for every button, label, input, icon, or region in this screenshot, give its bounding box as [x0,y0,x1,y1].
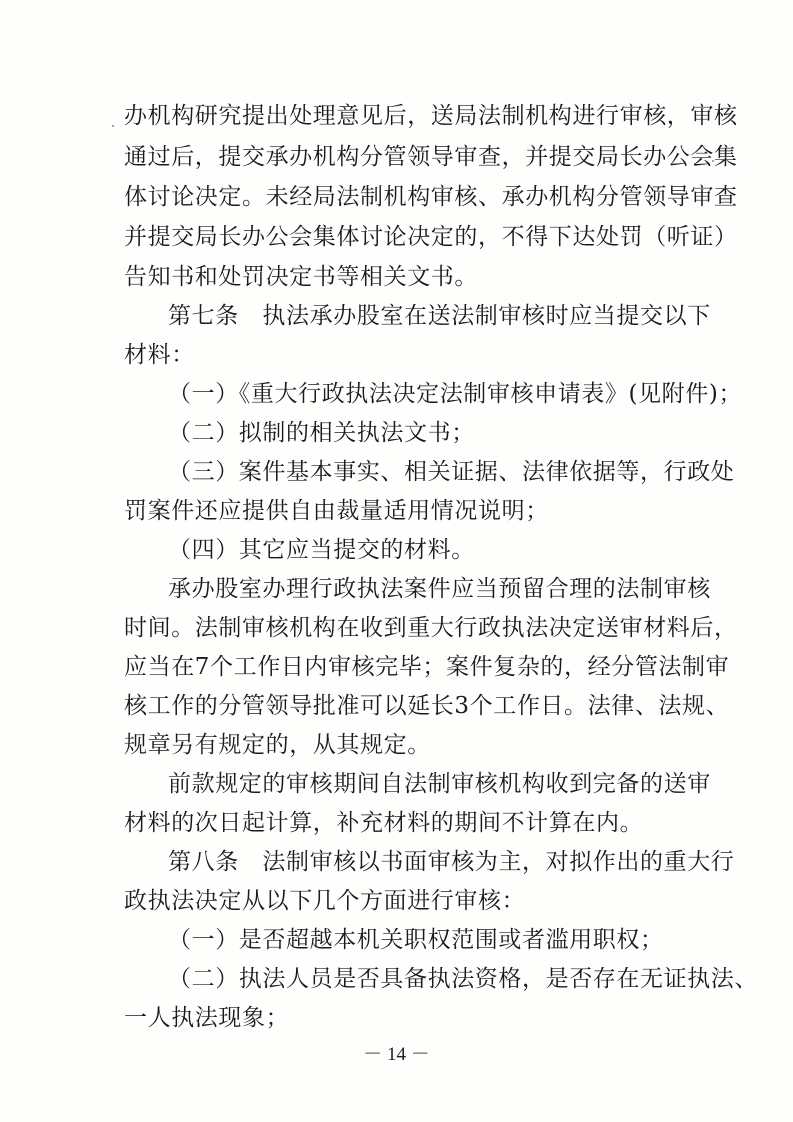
paragraph-line: 承办股室办理行政执法案件应当预留合理的法制审核 [168,576,711,602]
text-line: 告知书和处罚决定书等相关文书。 [124,264,478,290]
page-number: － 14 － [363,1044,430,1065]
text-line: 并提交局长办公会集体讨论决定的，不得下达处罚（听证） [124,224,738,250]
list-item: （一）是否超越本机关职权范围或者滥用职权； [168,927,664,953]
text-line: 罚案件还应提供自由裁量适用情况说明； [124,498,549,524]
list-item: （二）拟制的相关执法文书； [168,420,475,446]
text-line: 核工作的分管领导批准可以延长3个工作日。法律、法规、 [124,693,730,719]
article-8-heading: 第八条 法制审核以书面审核为主，对拟作出的重大行 [168,849,735,875]
text-line: 材料： [124,342,195,368]
text-line: 材料的次日起计算，补充材料的期间不计算在内。 [124,810,644,836]
text-line: 应当在7个工作日内审核完毕；案件复杂的，经分管法制审 [124,654,730,680]
scan-speck [112,125,114,127]
text-line: 通过后，提交承办机构分管领导审查，并提交局长办公会集 [124,144,738,170]
list-item: （三）案件基本事实、相关证据、法律依据等，行政处 [168,459,735,485]
text-line: 政执法决定从以下几个方面进行审核： [124,888,526,914]
article-7-heading: 第七条 执法承办股室在送法制审核时应当提交以下 [168,303,711,329]
text-line: 体讨论决定。未经局法制机构审核、承办机构分管领导审查 [124,184,738,210]
text-line: 一人执法现象； [124,1005,290,1031]
list-item: （一）《重大行政执法决定法制审核申请表》(见附件)； [168,381,743,407]
text-line: 规章另有规定的，从其规定。 [124,732,431,758]
text-line: 办机构研究提出处理意见后，送局法制机构进行审核，审核 [124,103,738,129]
text-line: 时间。法制审核机构在收到重大行政执法决定送审材料后， [124,615,738,641]
paragraph-line: 前款规定的审核期间自法制审核机构收到完备的送审 [168,771,711,797]
list-item: （四）其它应当提交的材料。 [168,537,475,563]
list-item: （二）执法人员是否具备执法资格，是否存在无证执法、 [168,966,758,992]
